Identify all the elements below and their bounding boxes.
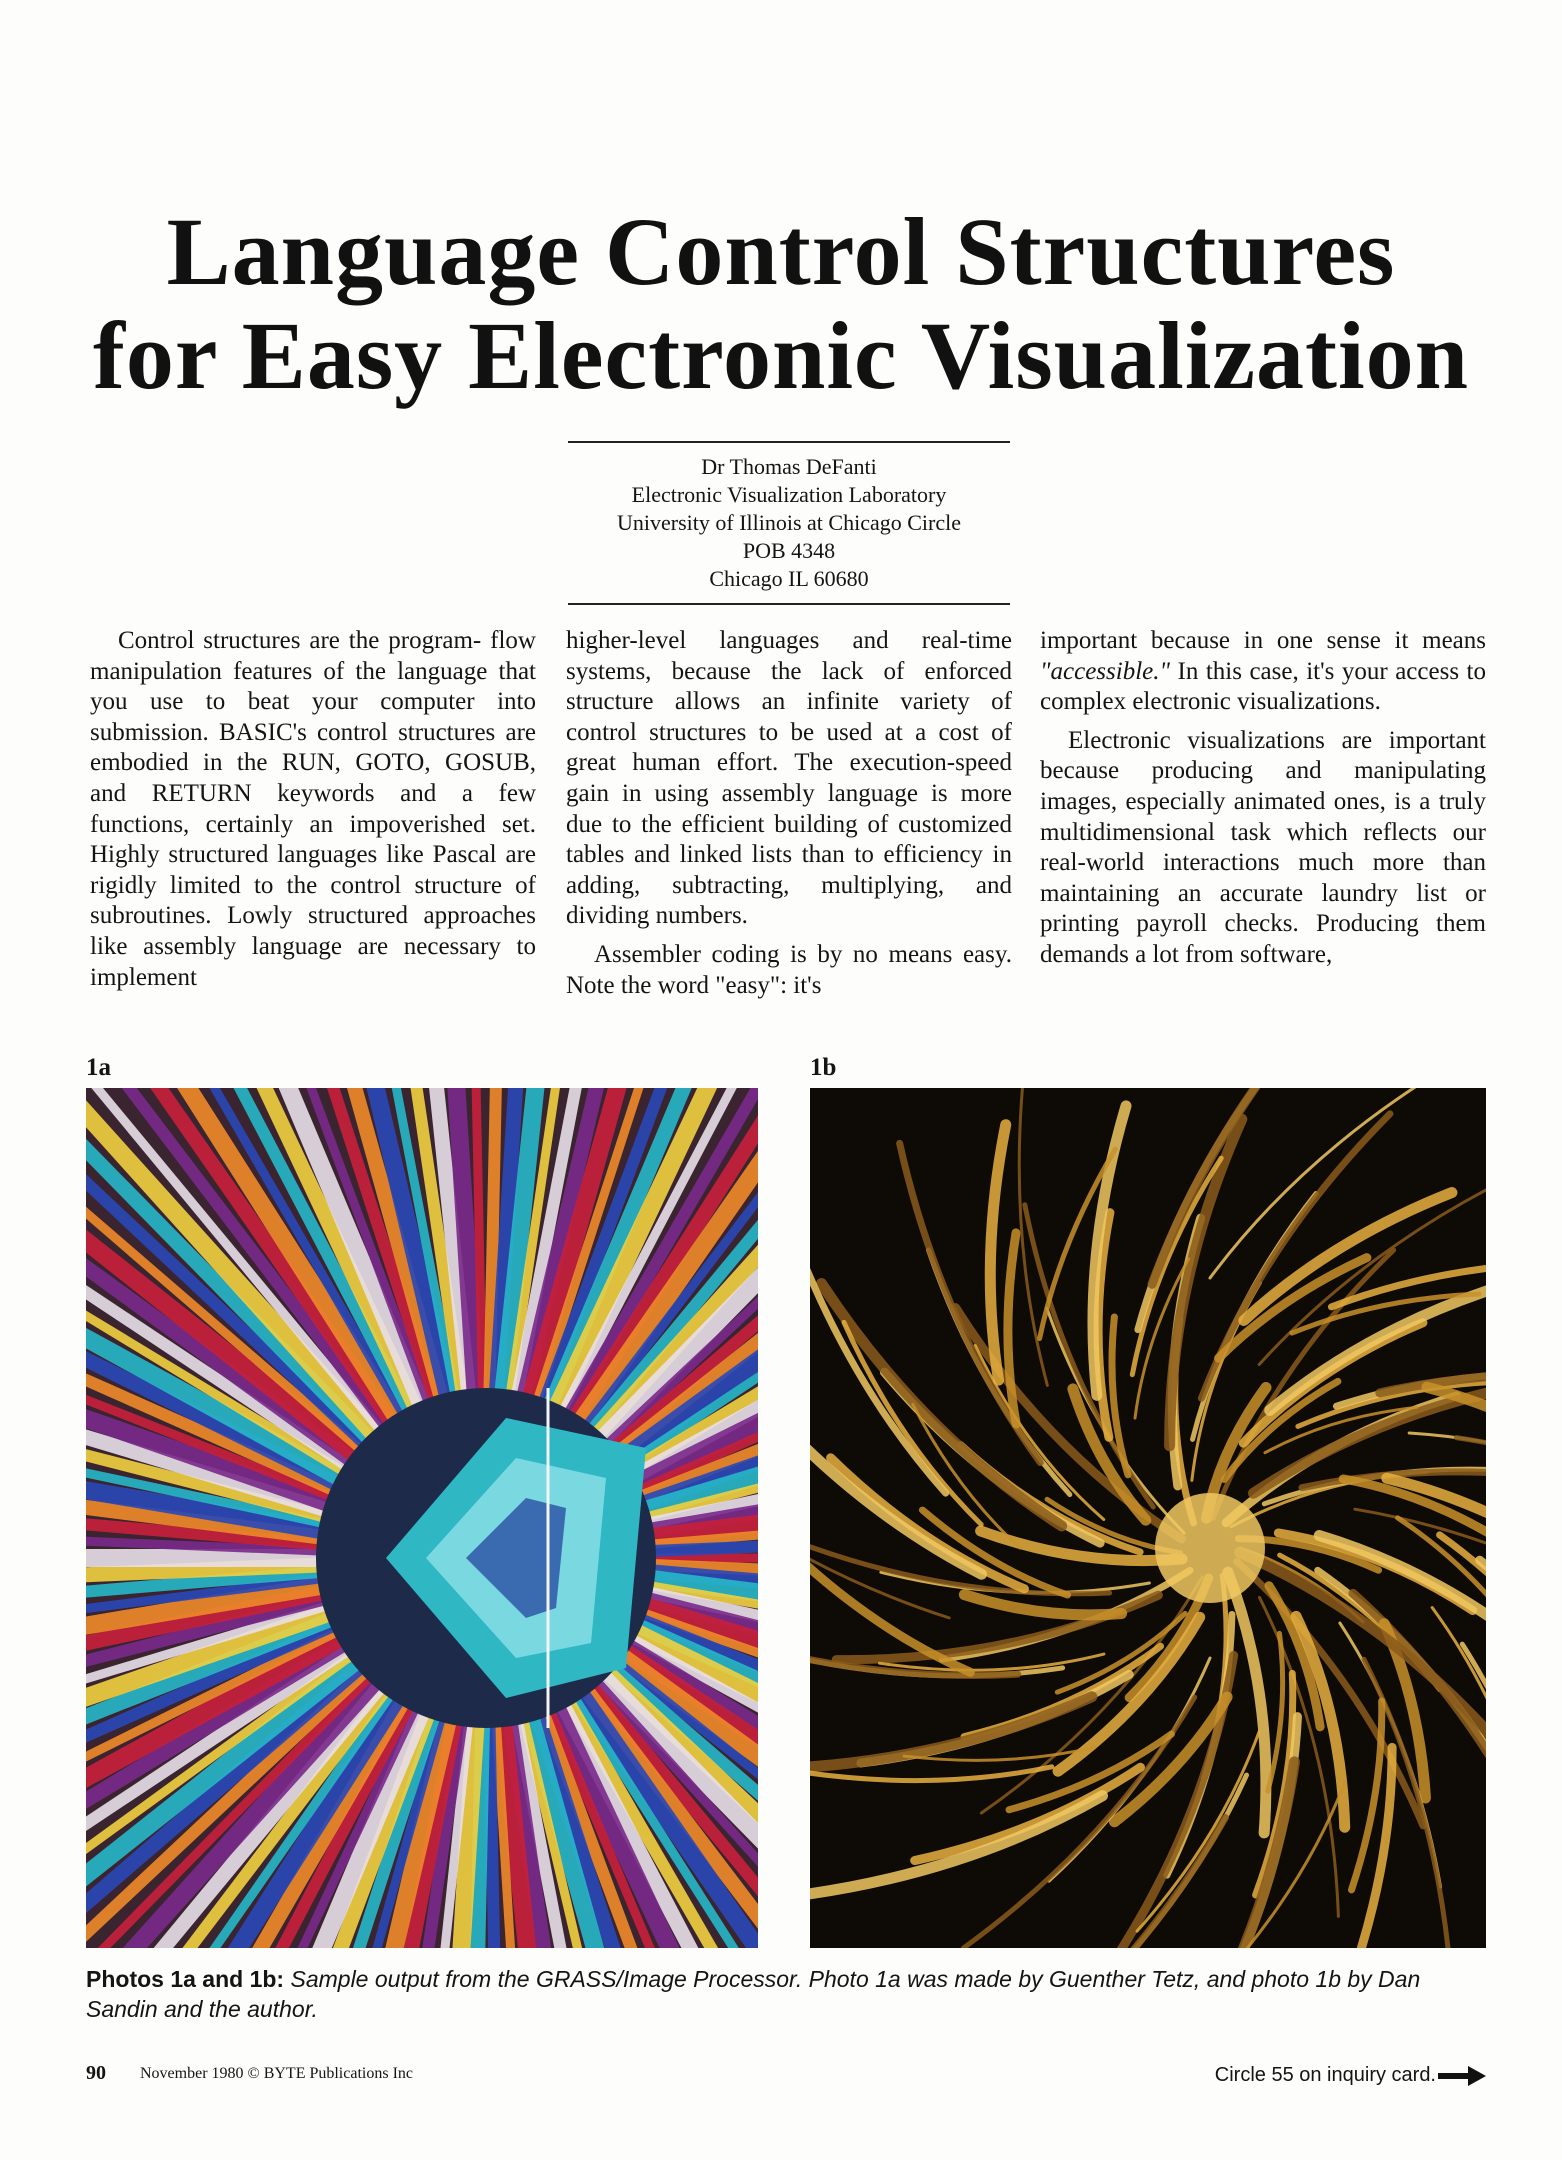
figure-caption xyxy=(86,1964,1486,2024)
photo-1b xyxy=(810,1088,1486,1948)
paragraph: higher-level languages and real-time systems, because the lack of enforced structure allows an infinite variety of control structures to be used at a cost of great human effort. The execution-speed gain in using assembly language is more due to the efficient building of customized tables and linked lists than to efficiency in adding, subtracting, multiplying, and dividing numbers. xyxy=(566,627,1012,930)
footer-credit: November 1980 © BYTE Publications Inc xyxy=(140,2065,413,2082)
author-name: Dr Thomas DeFanti xyxy=(701,454,877,479)
author-pob: POB 4348 xyxy=(742,538,836,563)
figure-label-1a: 1a xyxy=(86,1054,111,1081)
right-arrow-icon xyxy=(1438,2066,1486,2086)
text-run: important because in one sense it means xyxy=(1040,627,1486,654)
caption-text: Sample output from the GRASS/Image Processor. Photo 1a was made by Guenther Tetz, and photo 1b by Dan Sandin and the author. xyxy=(86,1966,1421,2022)
caption-label: Photos 1a and 1b: xyxy=(86,1966,285,1992)
title-line-1: Language Control Structures xyxy=(166,198,1396,305)
author-university: University of Illinois at Chicago Circle xyxy=(617,510,961,535)
inquiry-note: Circle 55 on inquiry card. xyxy=(1214,2064,1436,2086)
page-number: 90 xyxy=(86,2062,106,2084)
body-column-1 xyxy=(90,626,536,1032)
author-city: Chicago IL 60680 xyxy=(709,566,869,591)
paragraph: Assembler coding is by no means easy. Note the word "easy": it's xyxy=(566,940,1012,999)
paragraph: Control structures are the program- flow manipulation features of the language that you use to beat your computer into submission. BASIC's control structures are embodied in the RUN, GOTO, GOSUB, and RETURN keywords and a few functions, certainly an impoverished set. Highly structured languages like Pascal are rigidly limited to the control structure of subroutines. Lowly structured approaches like assembly language are necessary to implement xyxy=(90,627,536,991)
figure-label-1b: 1b xyxy=(810,1054,837,1081)
text-run: In this case, it's your access to complex electronic visualizations. xyxy=(1040,657,1486,716)
body-column-2 xyxy=(566,626,1012,1032)
title-line-2: for Easy Electronic Visualization xyxy=(92,302,1470,409)
article-title xyxy=(60,200,1502,408)
author-byline xyxy=(568,441,1010,605)
page-footer xyxy=(86,2062,1486,2092)
body-column-3 xyxy=(1040,626,1486,1032)
photo-1a xyxy=(86,1088,758,1948)
emphasis-accessible: "accessible." xyxy=(1040,657,1170,685)
paragraph: Electronic visualizations are important because producing and manipulating images, especially animated ones, is a truly multidimensional task which reflects our real-world interactions much more than maintaining an accurate laundry list or printing payroll checks. Producing them demands a lot from software, xyxy=(1040,726,1486,968)
photo-1b-image xyxy=(810,1088,1486,1948)
photo-1a-image xyxy=(86,1088,758,1948)
author-affiliation: Electronic Visualization Laboratory xyxy=(631,482,947,507)
paragraph xyxy=(1040,626,1486,718)
